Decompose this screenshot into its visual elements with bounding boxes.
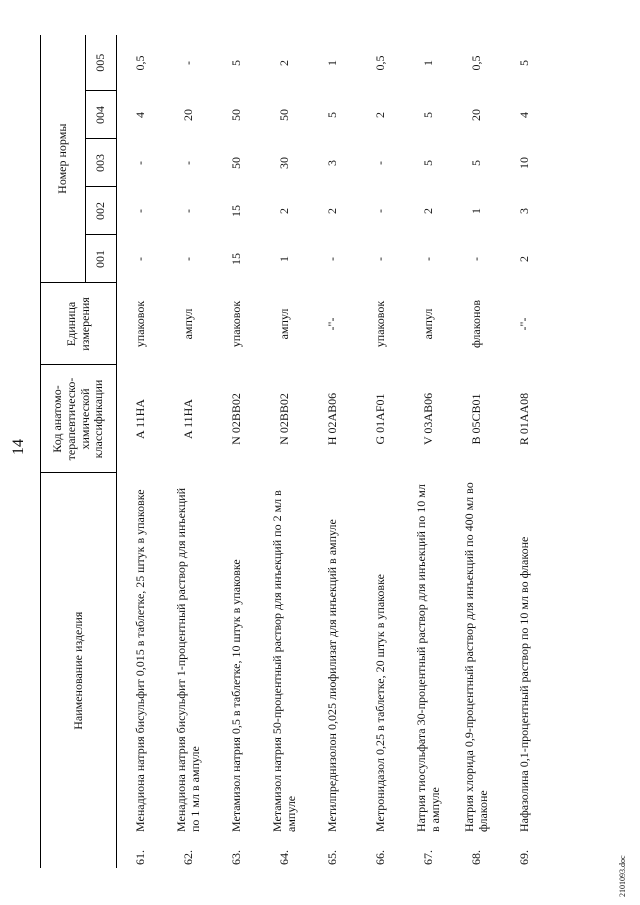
row-norm-value: 1	[468, 207, 483, 214]
row-code: V 03AB06	[420, 392, 435, 446]
row-norm-value: 20	[180, 108, 195, 121]
row-norm-value: 50	[228, 108, 243, 121]
row-norm-value: 1	[276, 255, 291, 262]
row-norm-value: -	[372, 160, 387, 165]
row-norm-value: 5	[420, 159, 435, 166]
row-norm-value: -	[132, 160, 147, 165]
row-norm-value: -	[420, 256, 435, 261]
table-row	[213, 35, 261, 868]
row-number: 61.	[132, 850, 147, 865]
row-code: A 11HA	[180, 399, 195, 439]
row-number: 69.	[516, 850, 531, 865]
header-norm-002: 002	[86, 187, 117, 235]
row-name: Метамизол натрия 0,5 в таблетке, 10 штук в упаковке	[228, 559, 243, 832]
row-norm-value: 15	[228, 204, 243, 217]
row-norm-value: -	[180, 160, 195, 165]
row-norm-value: 2	[276, 207, 291, 214]
row-norm-value: -	[180, 256, 195, 261]
table-row	[357, 35, 405, 868]
row-norm-value: 20	[468, 108, 483, 121]
row-norm-value: 4	[132, 111, 147, 118]
row-number: 66.	[372, 850, 387, 865]
row-name: Метилпреднизолон 0,025 лиофилизат для инъекций в ампуле	[324, 519, 339, 832]
row-norm-value: -	[180, 208, 195, 213]
row-norm-value: -	[372, 208, 387, 213]
table-row	[405, 35, 453, 868]
row-norm-value: 30	[276, 156, 291, 169]
header-norm-005: 005	[86, 35, 117, 91]
row-norm-value: -	[372, 256, 387, 261]
table-row	[165, 35, 213, 868]
row-norm-value: 15	[228, 252, 243, 265]
row-norm-value: 50	[228, 156, 243, 169]
row-norm-value: 1	[420, 59, 435, 66]
row-code: N 02BB02	[228, 393, 243, 445]
row-name: Метамизол натрия 50-процентный раствор для инъекций по 2 мл в ампуле	[269, 490, 298, 832]
table-row	[453, 35, 501, 868]
row-number: 62.	[180, 850, 195, 865]
row-unit: ампул	[420, 308, 435, 340]
header-name: Наименование изделия	[70, 611, 85, 730]
row-number: 64.	[276, 850, 291, 865]
row-name: Менадиона натрия бисульфит 0,015 в таблетке, 25 штук в упаковке	[132, 489, 147, 832]
header-norm-group: Номер нормы	[41, 35, 86, 283]
row-code: R 01AA08	[516, 392, 531, 446]
row-code: N 02BB02	[276, 393, 291, 445]
header-norm-003: 003	[86, 139, 117, 187]
row-norm-value: 5	[324, 111, 339, 118]
table-body	[117, 35, 549, 868]
row-norm-value: -	[132, 208, 147, 213]
row-norm-value: 10	[516, 156, 531, 169]
table-header	[41, 35, 117, 868]
row-code: G 01AF01	[372, 393, 387, 445]
page-number: 14	[10, 439, 27, 455]
row-name: Менадиона натрия бисульфит 1-процентный раствор для инъекций по 1 мл в ампуле	[173, 487, 202, 832]
table-row	[309, 35, 357, 868]
header-norm-001: 001	[86, 235, 117, 283]
row-norm-value: 50	[276, 108, 291, 121]
row-name: Натрия хлорида 0,9-процентный раствор для инъекций по 400 мл во флаконе	[461, 482, 490, 832]
row-norm-value: -	[468, 256, 483, 261]
row-name: Нафазолина 0,1-процентный раствор по 10 мл во флаконе	[516, 536, 531, 832]
row-norm-value: 2	[516, 255, 531, 262]
row-norm-value: -	[132, 256, 147, 261]
row-number: 65.	[324, 850, 339, 865]
row-norm-value: 5	[420, 111, 435, 118]
row-norm-value: 0,5	[372, 55, 387, 71]
row-norm-value: 3	[516, 207, 531, 214]
row-unit: упаковок	[372, 300, 387, 348]
row-name: Метронидазол 0,25 в таблетке, 20 штук в упаковке	[372, 574, 387, 832]
row-norm-value: 4	[516, 111, 531, 118]
row-number: 67.	[420, 850, 435, 865]
row-norm-value: 5	[468, 159, 483, 166]
row-unit: -"-	[324, 317, 339, 331]
row-code: H 02AB06	[324, 392, 339, 446]
row-norm-value: 2	[324, 207, 339, 214]
row-norm-value: -	[180, 60, 195, 65]
row-unit: упаковок	[132, 300, 147, 348]
row-unit: упаковок	[228, 300, 243, 348]
row-norm-value: 3	[324, 159, 339, 166]
row-number: 68.	[468, 850, 483, 865]
row-norm-value: 1	[324, 59, 339, 66]
row-norm-value: 0,5	[132, 55, 147, 71]
header-norm-004: 004	[86, 91, 117, 139]
row-number: 63.	[228, 850, 243, 865]
table-row	[117, 35, 165, 868]
row-norm-value: 2	[276, 59, 291, 66]
header-code: Код анатомо-терапевтическо-химической классификации	[41, 365, 117, 473]
row-unit: флаконов	[468, 299, 483, 349]
table-row	[261, 35, 309, 868]
row-code: A 11HA	[132, 399, 147, 439]
table-row	[501, 35, 549, 868]
row-norm-value: -	[324, 256, 339, 261]
row-code: B 05CB01	[468, 393, 483, 445]
row-unit: ампул	[276, 308, 291, 340]
row-norm-value: 2	[420, 207, 435, 214]
row-unit: -"-	[516, 317, 531, 331]
row-norm-value: 0,5	[468, 55, 483, 71]
drug-norms-table	[40, 35, 549, 868]
row-norm-value: 2	[372, 111, 387, 118]
row-norm-value: 5	[228, 59, 243, 66]
row-norm-value: 5	[516, 59, 531, 66]
header-unit: Единица измерения	[41, 283, 117, 365]
footer-filename: 2101093.doc	[618, 855, 627, 897]
row-unit: ампул	[180, 308, 195, 340]
row-name: Натрия тиосульфата 30-процентный раствор для инъекций по 10 мл в ампуле	[413, 484, 442, 832]
